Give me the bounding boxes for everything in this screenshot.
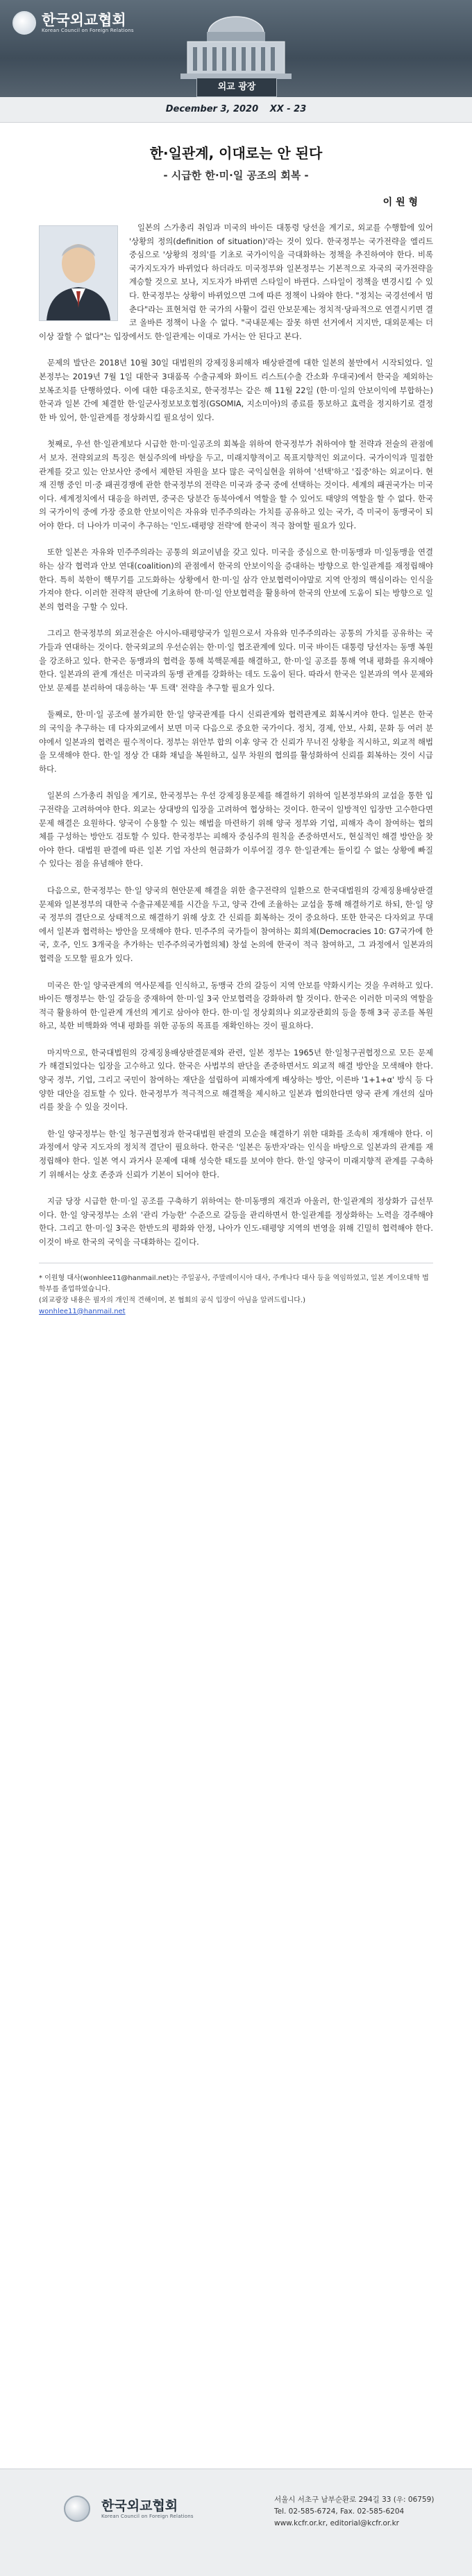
footnote-disclaimer: (외교광장 내용은 필자의 개인적 견해이며, 본 협회의 공식 입장이 아님을 알려드립니다.) <box>39 1296 306 1304</box>
column-title-plate: 외교 광장 <box>196 78 277 97</box>
article-paragraph: 마지막으로, 한국대법원의 강제징용배상판결문제와 관련, 일본 정부는 1965년 한·일청구권협정으로 모든 문제가 해결되었다는 입장을 고수하고 있다. 한국은 사법부의 판단을 존중하면서도 외교적 해결 방안을 모색해야 한다. 양국 정부, 기업, 그리고 국민이 참여하는 재단을 설립하여 피해자에게 배상하는 방안, 이른바 '1+1+α' 방식 등 다양한 대안을 검토할 수 있다. 한국정부가 적극적으로 해결책을 제시하고 일본과 협의한다면 양국 관계 개선의 실마리를 찾을 수 있을 것이다. <box>39 1047 433 1112</box>
article-paragraph: 또한 일본은 자유와 민주주의라는 공통의 외교이념을 갖고 있다. 미국을 중심으로 한·미동맹과 미·일동맹을 연결하는 삼각 협력과 안보 연대(coalition)의 관점에서 한국의 안보이익을 증대하는 방향으로 한·일관계를 재정립해야 한다. 특히 북한이 핵무기를 고도화하는 상황에서 한·미·일 삼각 안보협력이야말로 지역 안정의 핵심이라는 인식을 가져야 한다. 이러한 전략적 판단에 기초하여 한·미·일 안보협력을 활용하여 한국의 안보에 도움이 되는 방향으로 일본의 협력을 구할 수 있다. <box>39 547 433 612</box>
article-paragraph: 문제의 발단은 2018년 10월 30일 대법원의 강제징용피해자 배상판결에 대한 일본의 불만에서 시작되었다. 일본정부는 2019년 7월 1일 대한국 3대품목 수출규제와 화이트 리스트(수출 간소화 우대국)에서 한국을 제외하는 보복조치를 단행하였다. 이에 대한 대응조치로, 한국정부는 같은 해 11월 22일 (한·미·일의 안보이익에 부합하는) 한국과 일본 간에 체결한 한·일군사정보보호협정(GSOMIA, 지소미아)의 종료를 통보하고 효력을 정지하기로 결정한 바 있어, 한·일관계를 정상화시킬 필요성이 있다. <box>39 358 433 422</box>
masthead <box>0 0 472 97</box>
issue-date: December 3, 2020 <box>165 104 259 114</box>
footer-emblem-icon <box>64 2496 90 2522</box>
emblem-icon <box>12 11 36 35</box>
article-body <box>0 209 472 1250</box>
author-name: 이 원 형 <box>382 197 418 208</box>
article-paragraph: 둘째로, 한·미·일 공조에 불가피한 한·일 양국관계를 다시 신뢰관계와 협력관계로 회복시켜야 한다. 일본은 한국의 국익을 추구하는 데 다자외교에서 보면 미국 다음으로 중요한 국가이다. 정치, 경제, 안보, 사회, 문화 등 여러 분야에서 일본과의 협력은 필수적이다. 정부는 위안부 합의 이후 양국 간 신뢰가 무너진 상황을 직시하고, 외교적 해법을 모색해야 한다. 한·일 정상 간 대화 채널을 복원하고, 실무 차원의 협의를 활성화하여 신뢰를 회복하는 것이 시급하다. <box>39 709 433 774</box>
footer-email[interactable]: editorial@kcfr.or.kr <box>330 2519 399 2527</box>
issue-number: XX - 23 <box>269 104 307 114</box>
article-title: 한·일관계, 이대로는 안 된다 <box>149 145 323 162</box>
issue-strip <box>0 97 472 123</box>
article-paragraph: 일본의 스가총리 취임을 계기로, 한국정부는 우선 강제징용문제를 해결하기 위하여 일본정부와의 교섭을 통한 입구전략을 고려하여야 한다. 외교는 상대방의 입장을 고려하여 협상하는 것이다. 한국이 일방적인 입장만 고수한다면 문제 해결은 요원하다. 양국이 수용할 수 있는 해법을 마련하기 위해 양국 정부와 기업, 피해자 측이 참여하는 협의체를 구성하는 방안도 검토할 수 있다. 한국정부는 피해자 중심주의 원칙을 존중하면서도, 현실적인 해결 방안을 찾아야 한다. 대법원 판결에 따른 일본 기업 자산의 현금화가 이루어질 경우 한·일관계는 돌이킬 수 없는 상황에 빠질 수 있다는 점을 유념해야 한다. <box>39 790 433 869</box>
article-paragraph: 미국은 한·일 양국관계의 역사문제를 인식하고, 동맹국 간의 갈등이 지역 안보를 약화시키는 것을 우려하고 있다. 바이든 행정부는 한·일 갈등을 중재하여 한·미·일 3국 안보협력을 강화하려 할 것이다. 한국은 이러한 미국의 역할을 적극 활용하여 한·일관계 개선의 계기로 삼아야 한다. 한·미·일 정상회의나 외교장관회의 등을 통해 3국 공조를 복원하고, 북한 비핵화와 역내 평화를 위한 공동의 목표를 재확인하는 것이 필요하다. <box>39 980 433 1031</box>
building-illustration <box>174 12 298 82</box>
article-heading <box>0 123 472 182</box>
footer-org-name-en: Korean Council on Foreign Relations <box>101 2514 194 2519</box>
footer-website[interactable]: www.kcfr.or.kr <box>274 2519 326 2527</box>
footnote-author-info: * 이원형 대사(wonhlee11@hanmail.net)는 주일공사, 주말레이시아 대사, 주캐나다 대사 등을 역임하였고, 일본 게이오대학 법학부를 졸업하였습니다. <box>39 1274 429 1293</box>
article-paragraph: 지금 당장 시급한 한·미·일 공조를 구축하기 위하여는 한·미동맹의 재건과 아울러, 한·일관계의 정상화가 급선무이다. 한·일 양국정부는 소위 '관리 가능한' 수준으로 갈등을 관리하면서 한·일관계를 정상화하는 노력을 경주해야 한다. 그리고 한·미·일 3국은 한반도의 평화와 안정, 나아가 인도-태평양 지역의 번영을 위해 긴밀히 협력해야 한다. 이것이 바로 한국의 국익을 극대화하는 길이다. <box>39 1196 433 1247</box>
footer-org-name: 한국외교협회 <box>101 2498 178 2514</box>
article-paragraph: 첫째로, 우선 한·일관계보다 시급한 한·미·일공조의 회복을 위하여 한국정부가 취하여야 할 전략과 전술의 관점에서 보자. 전략외교의 특징은 현실주의에 바탕을 두고, 미래지향적이고 목표지향적인 외교이다. 국가이익과 밀접한 관계를 갖고 있는 안보사안 중에서 제한된 자원을 보다 많은 국익실현을 위하여 '선택'하고 '집중'하는 외교이다. 현재 진행 중인 미·중 패권경쟁에 관한 한국정부의 전략은 미국과 중국 중에 선택하는 것이다. 세계의 패권국가는 미국이다. 세계정치에서 대응을 하려면, 중국은 당분간 동북아에서 역할을 할 수 있어도 태양의 역할을 할 수 없다. 한국의 국가이익 중에 가장 중요한 안보이익은 자유와 민주주의라는 가치를 공유하고 있는 국가, 즉 미국이 동맹국이 되어야 한다. 더 나아가 미국이 추구하는 '인도-태평양 전략'에 한국이 적극 참여할 필요가 있다. <box>39 439 433 530</box>
header-org-name-en: Korean Council on Foreign Relations <box>42 28 134 33</box>
article-paragraph: 그리고 한국정부의 외교전술은 아시아-태평양국가 일원으로서 자유와 민주주의라는 공통의 가치를 공유하는 국가들과 연대하는 것이다. 한국외교의 우선순위는 한·미·일 협조관계에 있다. 미국 바이든 대통령 당선자는 동맹 복원을 강조하고 있다. 한국은 동맹과의 협력을 통해 북핵문제를 해결하고, 한·미·일 공조를 통해 역내 평화를 유지해야 한다. 일본과의 관계 개선은 미국과의 동맹 관계를 강화하는 데도 도움이 된다. 따라서 한국은 일본과의 역사 문제와 안보 문제를 분리하여 대응하는 '투 트랙' 전략을 추구할 필요가 있다. <box>39 628 433 693</box>
header-logo[interactable] <box>12 11 134 35</box>
footer-phone: Tel. 02-585-6724 <box>274 2507 336 2516</box>
article-paragraph: 일본의 스가총리 취임과 미국의 바이든 대통령 당선을 계기로, 외교를 수행함에 있어 '상황의 정의(definition of situation)'라는 것이 있다. 한국정부는 국가전략을 엘리트 중심으로 '상황의 정의'를 기초로 국가이익을 극대화하는 정책을 추진하여야 한다. 비록 국가지도자가 바뀌었다 하더라도 미국정부와 일본정부는 기본적으로 자국의 국가전략을 계승할 것으로 보나, 지도자가 바뀌면 스타일이 바뀐다. 스타일이 정책을 변경시킬 수 있다. 한국정부는 상황이 바뀌었으면 그에 따른 정책이 나와야 한다. "정치는 국경선에서 멈춘다"라는 표현처럼 한 국가의 사활이 걸린 안보문제는 정치적·당파적으로 연결시키면 결코 올바른 정책이 나올 수 없다. "국내문제는 잘못 하면 선거에서 지지만, 대외문제는 더 이상 잘할 수 없다"는 입장에서도 한·일관계는 이대로 가서는 안 된다고 본다. <box>39 223 433 341</box>
footer <box>0 2469 472 2576</box>
article-paragraph: 다음으로, 한국정부는 한·일 양국의 현안문제 해결을 위한 출구전략의 일환으로 한국대법원의 강제징용배상판결문제와 일본정부의 대한국 수출규제문제를 시간을 두고, 양국 간에 조율하는 교섭을 통해 해결하기로 하되, 한·일 양국 정부의 결단으로 상태적으로 해결하기 위해 상호 간 신뢰를 회복하는 것이 중요하다. 또한 한국은 다자외교 무대에서 일본과 협력하는 방안을 모색해야 한다. 민주주의 국가들이 참여하는 회의체(Democracies 10: G7국가에 한국, 호주, 인도 3개국을 추가하는 민주주의국가협의체) 창설 논의에 한국이 적극 참여하고, 그 과정에서 일본과의 협력을 도모할 필요가 있다. <box>39 885 433 963</box>
footer-fax: Fax. 02-585-6204 <box>340 2507 405 2516</box>
article-subtitle: - 시급한 한·미·일 공조의 회복 - <box>163 169 309 182</box>
footnote <box>0 1263 472 1317</box>
author-email-link[interactable]: wonhlee11@hanmail.net <box>39 1307 126 1315</box>
footer-address: 서울시 서초구 남부순환로 294길 33 (우: 06759) <box>274 2496 435 2504</box>
author-photo <box>39 225 118 321</box>
article-paragraph: 한·일 양국정부는 한·일 청구권협정과 한국대법원 판결의 모순을 해결하기 위한 대화를 조속히 재개해야 한다. 이 과정에서 양국 지도자의 정치적 결단이 필요하다. 한국은 '일본은 동반자'라는 인식을 바탕으로 일본과의 관계를 재정립해야 한다. 일본 역시 과거사 문제에 대해 성숙한 태도를 보여야 한다. 한·일 양국이 미래지향적 관계를 구축하기 위해서는 상호 존중과 신뢰가 기본이 되어야 한다. <box>39 1128 433 1179</box>
header-org-name: 한국외교협회 <box>42 12 126 28</box>
footer-contact: 서울시 서초구 남부순환로 294길 33 (우: 06759) Tel. 02-585-6724, Fax. 02-585-6204 www.kcfr.or.kr, editorial@kcfr.or.kr <box>274 2496 435 2527</box>
footer-logo[interactable] <box>64 2496 194 2522</box>
